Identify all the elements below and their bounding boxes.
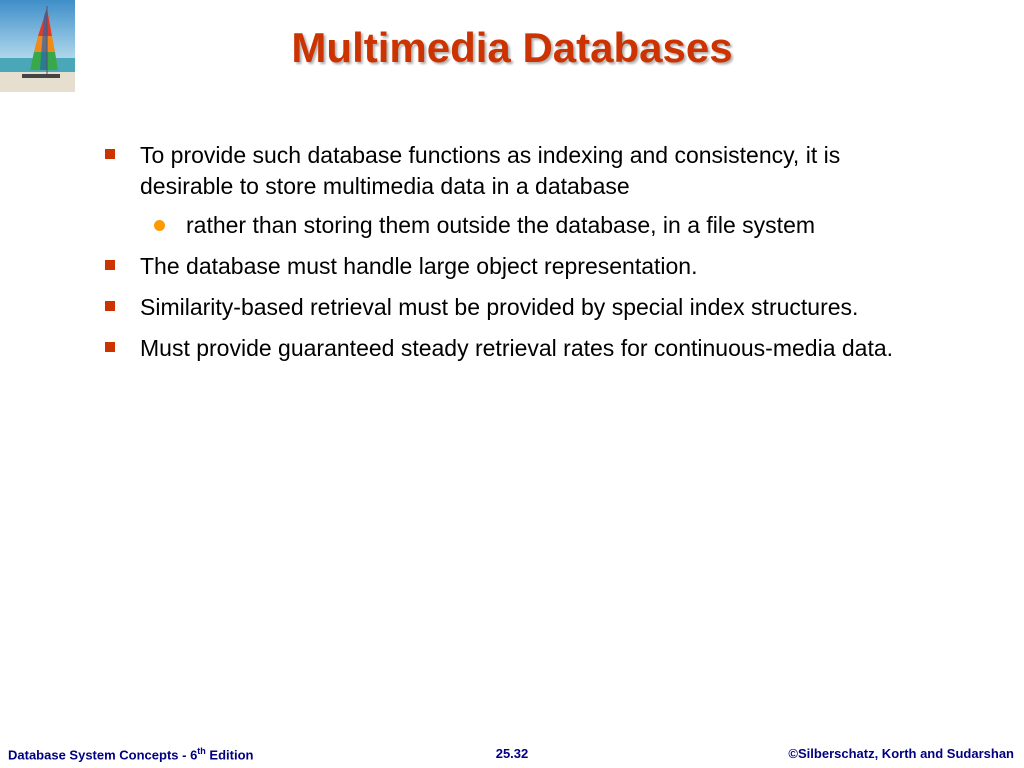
square-bullet-icon (105, 342, 115, 352)
bullet-list (102, 140, 922, 374)
footer-book-sup: th (197, 746, 206, 756)
slide-title: Multimedia Databases (291, 24, 733, 71)
sub-bullet-item (102, 210, 922, 241)
bullet-item (102, 292, 922, 323)
bullet-text: Must provide guaranteed steady retrieval rates for continuous-media data. (140, 335, 894, 361)
bullet-text: The database must handle large object representation. (140, 253, 698, 279)
footer-copyright: ©Silberschatz, Korth and Sudarshan (788, 746, 1014, 761)
footer-page-number: 25.32 (495, 746, 529, 761)
bullet-text: Similarity-based retrieval must be provided by special index structures. (140, 294, 859, 320)
footer-book-prefix: Database System Concepts - 6 (8, 747, 198, 763)
bullet-item (102, 333, 922, 364)
square-bullet-icon (105, 260, 115, 270)
bullet-text: To provide such database functions as indexing and consistency, it is desirable to store multimedia data in a database (140, 142, 841, 199)
sub-bullet-text: rather than storing them outside the database, in a file system (186, 212, 816, 238)
bullet-item (102, 251, 922, 282)
footer-book-suffix: Edition (205, 747, 254, 763)
square-bullet-icon (105, 149, 115, 159)
square-bullet-icon (105, 301, 115, 311)
bullet-item (102, 140, 922, 202)
circle-bullet-icon (154, 220, 165, 231)
